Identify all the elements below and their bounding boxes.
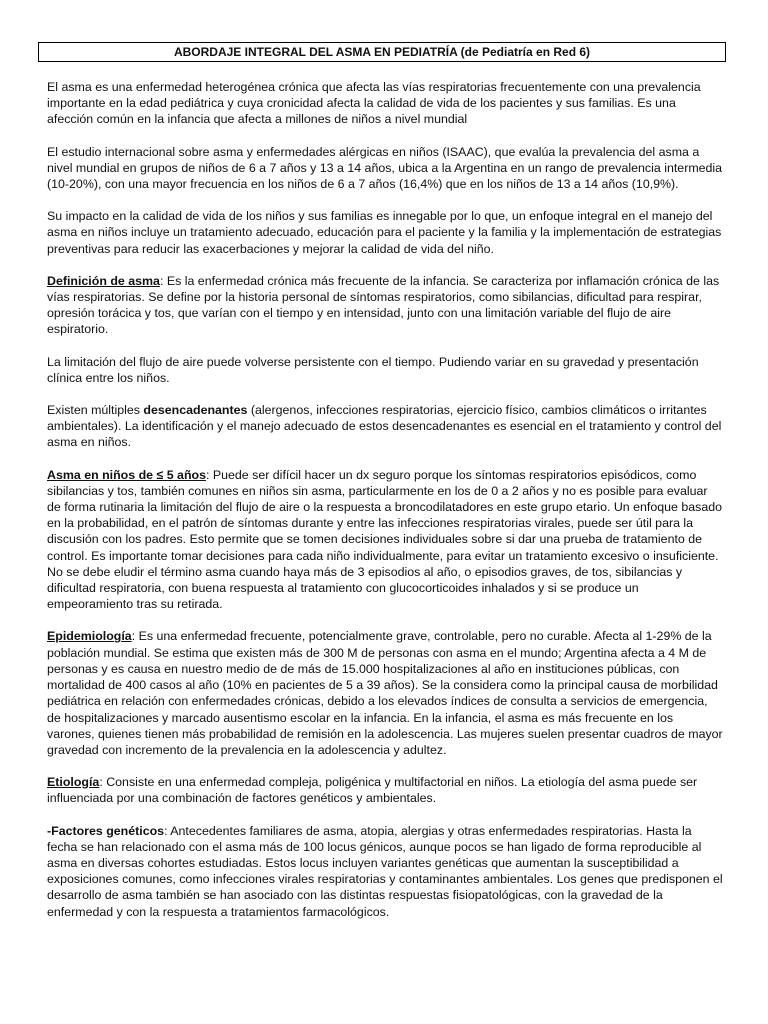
document-body	[47, 79, 723, 936]
paragraph-young-children	[47, 467, 723, 613]
paragraph-genetic-factors	[47, 823, 723, 920]
young-children-text: : Puede ser difícil hacer un dx seguro porque los síntomas respiratorios episódicos, como sibilancias y tos, también comunes en niños sin asma, particularmente en los de 0 a 2 años y no es posible para evaluar de forma rutinaria la limitación del flujo de aire o la respuesta a broncodilatadores en este grupo etario. Un enfoque basado en la probabilidad, en el patrón de síntomas durante y entre las infecciones respiratorias virales, puede ser útil para la discusión con los padres. Esto permite que se tomen decisiones individuales sobre si dar una prueba de tratamiento de control. Es importante tomar decisiones para cada niño individualmente, para evitar un tratamiento excesivo o insuficiente. No se debe eludir el término asma cuando haya más de 3 episodios al año, o episodios graves, de tos, sibilancias y dificultad respiratoria, con buena respuesta al tratamiento con glucocorticoides inhalados y si se produce un empeoramiento tras su retirada.	[47, 467, 723, 612]
etiology-heading: Etiología	[47, 775, 100, 790]
paragraph-triggers	[47, 402, 723, 451]
triggers-bold: desencadenantes	[143, 403, 248, 418]
triggers-pre: Existen múltiples	[47, 403, 144, 418]
paragraph-airflow: La limitación del flujo de aire puede volverse persistente con el tiempo. Pudiendo variar en su gravedad y presentación clínica entre los niños.	[47, 354, 699, 385]
definition-heading: Definición de asma	[47, 273, 160, 288]
paragraph-epidemiology	[47, 628, 723, 758]
etiology-text: : Consiste en una enfermedad compleja, poligénica y multifactorial en niños. La etiología del asma puede ser influenciada por una combinación de factores genéticos y ambientales.	[47, 775, 698, 806]
paragraph-definition	[47, 273, 723, 338]
paragraph-intro: El asma es una enfermedad heterogénea crónica que afecta las vías respiratorias frecuentemente con una prevalencia importante en la edad pediátrica y cuya cronicidad afecta la calidad de vida de los pacientes y sus familias. Es una afección común en la infancia que afecta a millones de niños a nivel mundial	[47, 80, 701, 127]
young-children-heading: Asma en niños de ≤ 5 años	[47, 467, 206, 482]
document-title: ABORDAJE INTEGRAL DEL ASMA EN PEDIATRÍA (de Pediatría en Red 6)	[38, 42, 726, 62]
genetic-factors-text: : Antecedentes familiares de asma, atopia, alergias y otras enfermedades respiratorias. Hasta la fecha se han relacionado con el asma más de 100 locus génicos, aunque pocos se han ligado de forma reproducible al asma en diversas cohortes estudiadas. Estos locus incluyen variantes genéticas que aumentan la susceptibilidad a exposiciones comunes, como infecciones virales respiratorias y contaminantes ambientales. Los genes que predisponen el desarrollo de asma también se han asociado con las distintas respuestas fisiopatológicas, con la gravedad de la enfermedad y con la respuesta a tratamientos farmacológicos.	[47, 823, 723, 919]
paragraph-isaac: El estudio internacional sobre asma y enfermedades alérgicas en niños (ISAAC), que evalúa la prevalencia del asma a nivel mundial en grupos de niños de 6 a 7 años y 13 a 14 años, ubica a la Argentina en un rango de prevalencia intermedia (10-20%), con una mayor frecuencia en los niños de 6 a 7 años (16,4%) que en los niños de 13 a 14 años (10,9%).	[47, 144, 723, 192]
definition-text: : Es la enfermedad crónica más frecuente de la infancia. Se caracteriza por inflamación crónica de las vías respiratorias. Se define por la historia personal de síntomas respiratorios, como sibilancias, dificultad para respirar, opresión torácica y tos, que varían con el tiempo y en intensidad, junto con una limitación variable del flujo de aire espiratorio.	[47, 273, 720, 337]
epidemiology-text: : Es una enfermedad frecuente, potencialmente grave, controlable, pero no curable. Afecta al 1-29% de la población mundial. Se estima que existen más de 300 M de personas con asma en el mundo; Argentina afecta a 4 M de personas y es causa en nuestro medio de de más de 15.000 hospitalizaciones al año en instituciones públicas, con mortalidad de 400 casos al año (10% en pacientes de 5 a 39 años). Se la considera como la principal causa de morbilidad pediátrica en relación con enfermedades crónicas, debido a los elevados índices de consulta a servicios de emergencia, de hospitalizaciones y marcado ausentismo escolar en la infancia. En la infancia, el asma es más frecuente en los varones, quienes tienen más probabilidad de remisión en la adolescencia. Las mujeres suelen presentar cuadros de mayor gravedad con incremento de la prevalencia en la adolescencia y adultez.	[47, 629, 723, 757]
triggers-post: (alergenos, infecciones respiratorias, ejercicio físico, cambios climáticos o irritantes ambientales). La identificación y el manejo adecuado de estos desencadenantes es esencial en el tratamiento y control del asma en niños.	[47, 403, 722, 450]
epidemiology-heading: Epidemiología	[47, 629, 132, 644]
paragraph-etiology	[47, 774, 723, 806]
genetic-factors-heading: -Factores genéticos	[47, 823, 165, 838]
paragraph-impact: Su impacto en la calidad de vida de los niños y sus familias es innegable por lo que, un enfoque integral en el manejo del asma en niños incluye un tratamiento adecuado, educación para el paciente y la familia y la implementación de estrategias preventivas para reducir las exacerbaciones y mejorar la calidad de vida del niño.	[47, 209, 722, 256]
